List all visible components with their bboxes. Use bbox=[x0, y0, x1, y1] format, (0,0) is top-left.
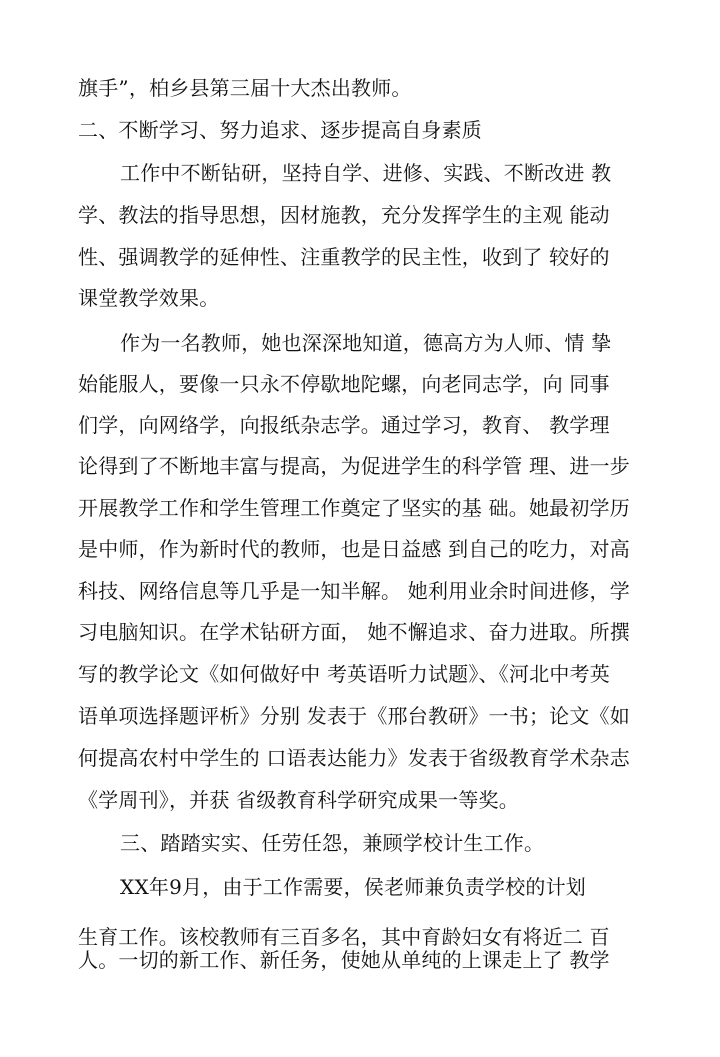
text-line: 生育工作。该校教师有三百多名，其中育龄妇女有将近二 百 bbox=[78, 925, 610, 949]
text-line: 们学，向网络学，向报纸杂志学。通过学习，教育、 教学理 bbox=[78, 413, 610, 437]
section-heading: 三、踏踏实实、任劳任怨，兼顾学校计生工作。 bbox=[120, 831, 545, 855]
text-line: 开展教学工作和学生管理工作奠定了坚实的基 础。她最初学历 bbox=[78, 496, 630, 520]
text-line: 《学周刊》，并获 省级教育科学研究成果一等奖。 bbox=[78, 788, 519, 812]
text-line: 科技、网络信息等几乎是一知半解。 她利用业余时间进修，学 bbox=[78, 579, 630, 603]
paragraph-first-line: 作为一名教师，她也深深地知道，德高方为人师、情 挚 bbox=[120, 331, 612, 355]
text-line: 始能服人，要像一只永不停歇地陀螺，向老同志学，向 同事 bbox=[78, 372, 610, 396]
text-line: 习电脑知识。在学术钻研方面， 她不懈追求、奋力进取。所撰 bbox=[78, 620, 630, 644]
text-line: 课堂教学效果。 bbox=[78, 286, 220, 310]
paragraph-first-line: XX年9月，由于工作需要，侯老师兼负责学校的计划 bbox=[120, 875, 587, 899]
paragraph-first-line: 工作中不断钻研，坚持自学、进修、实践、不断改进 教 bbox=[120, 161, 612, 185]
text-line: 学、教法的指导思想，因材施教，充分发挥学生的主观 能动 bbox=[78, 203, 610, 227]
text-line: 何提高农村中学生的 口语表达能力》发表于省级教育学术杂志 bbox=[78, 746, 630, 770]
text-line: 是中师，作为新时代的教师，也是日益感 到自己的吃力，对高 bbox=[78, 537, 630, 561]
text-line: 人。一切的新工作、新任务，使她从单纯的上课走上了 教学 bbox=[78, 948, 610, 972]
text-line: 旗手”，柏乡县第三届十大杰出教师。 bbox=[78, 76, 412, 100]
text-line: 性、强调教学的延伸性、注重教学的民主性，收到了 较好的 bbox=[78, 245, 610, 269]
text-line: 写的教学论文《如何做好中 考英语听力试题》、《河北中考英 bbox=[78, 662, 610, 686]
section-heading: 二、不断学习、努力追求、逐步提高自身素质 bbox=[78, 118, 482, 142]
text-line: 论得到了不断地丰富与提高，为促进学生的科学管 理、进一步 bbox=[78, 454, 630, 478]
text-line: 语单项选择题评析》分别 发表于《邢台教研》一书；论文《如 bbox=[78, 704, 630, 728]
